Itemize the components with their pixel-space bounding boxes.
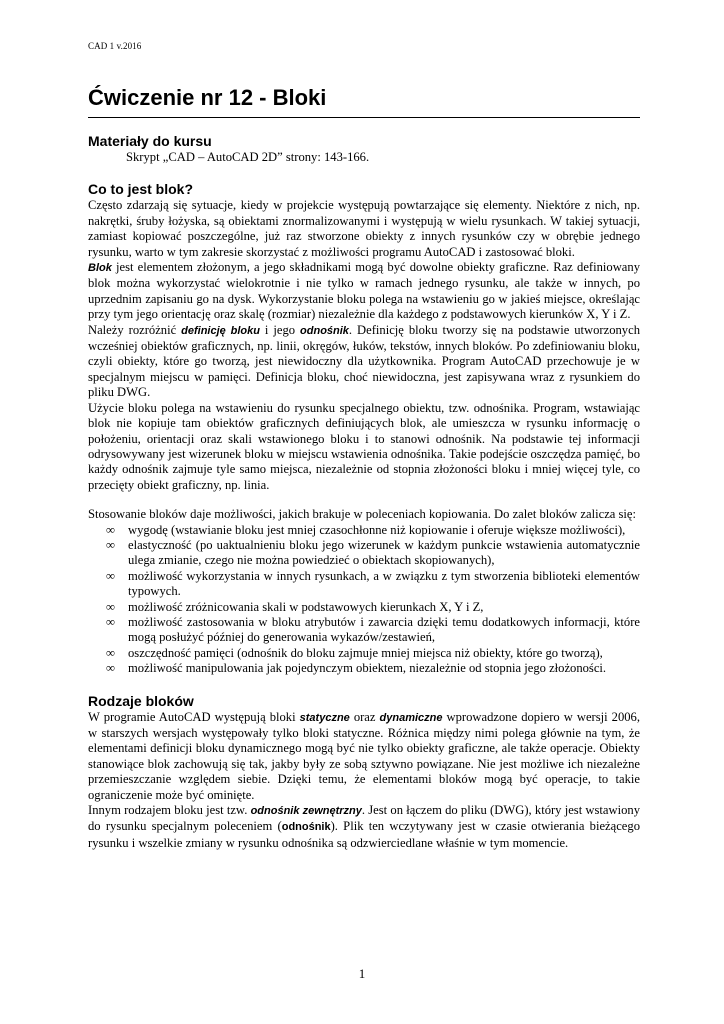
paragraph-block-definition	[88, 260, 640, 323]
term-odnosnik-zewnetrzny: odnośnik zewnętrzny	[250, 805, 362, 818]
materials-text: Skrypt „CAD – AutoCAD 2D” strony: 143-166.	[126, 150, 370, 164]
command-odnosnik: odnośnik	[281, 821, 331, 834]
heading-block-types: Rodzaje bloków	[88, 692, 194, 709]
list-item	[88, 615, 640, 646]
title-underline	[88, 117, 640, 118]
list-item-text: wygodę (wstawianie bloku jest mniej czasochłonne niż kopiowanie i oferuje większe możliwości),	[128, 522, 626, 537]
paragraph-block-usage: Użycie bloku polega na wstawieniu do rysunku specjalnego obiektu, tzw. odnośnika. Program, wstawiając blok nie kopiuje tam obiektów graficznych definiujących blok, ale umieszcza w rysunku informację o położeniu, orientacji oraz skali wstawionego bloku i to stanowi odnośnik. Na podstawie tej informacji odrysowywany jest wizerunek bloku w miejscu wstawienia odnośnika. Takie podejście oszczędza pamięć, bo każdy odnośnik zajmuje tyle samo miejsca, niezależnie od stopnia złożoności bloku i mniej więcej tyle, co przecięty obiekt graficzny, np. linia.	[88, 400, 640, 492]
text-fragment: W programie AutoCAD występują bloki	[88, 709, 300, 724]
list-item-text: możliwość wykorzystania w innych rysunkach, a w związku z tym stworzenia biblioteki elementów typowych.	[128, 568, 640, 599]
text-fragment: oraz	[349, 709, 380, 724]
document-title: Ćwiczenie nr 12 - Bloki	[88, 85, 327, 110]
text-fragment: Należy rozróżnić	[88, 322, 182, 337]
paragraph-external-reference	[88, 803, 640, 851]
list-item	[88, 661, 640, 676]
list-item-text: możliwość zastosowania w bloku atrybutów i zawarcia dzięki temu dodatkowych informacji, które mogą posłużyć później do generowania wykazów/zestawień,	[128, 614, 640, 645]
infinity-bullet-icon: ∞	[106, 599, 115, 614]
heading-what-is-block: Co to jest blok?	[88, 181, 193, 198]
paragraph-definition-vs-reference	[88, 323, 640, 401]
document-body	[88, 132, 640, 851]
list-item-text: elastyczność (po uaktualnieniu bloku jego wizerunek w każdym punkcie wstawienia automatycznie ulega zmianie, czego nie można powiedzieć o obiektach skopiowanych),	[128, 537, 640, 568]
infinity-bullet-icon: ∞	[106, 522, 115, 537]
term-odnosnik: odnośnik	[300, 324, 349, 337]
list-item-text: oszczędność pamięci (odnośnik do bloku zajmuje mniej miejsca niż obiekty, które go tworzą),	[128, 645, 603, 660]
list-item-text: możliwość manipulowania jak pojedynczym obiektem, niezależnie od stopnia jego złożoności.	[128, 661, 607, 676]
list-item	[88, 538, 640, 569]
heading-materials: Materiały do kursu	[88, 133, 212, 149]
term-blok: Blok	[88, 262, 112, 275]
list-item	[88, 600, 640, 615]
text-fragment: wprowadzone dopiero w wersji 2006, w starszych wersjach występowały tylko bloki statyczne. Różnica między nimi polega głównie na tym, że elementami definicji bloku dynamicznego mogą być nie tylko obiekty graficzne, ale także operacje. Obiekty stanowiące blok zachowują się tak, jakby były ze sobą sztywno powiązane. Nie jest możliwe ich niezależne przemieszczanie względem siebie. Dzięki temu, że elementami bloków mogą być operacje, to takie ograniczenie może być ominięte.	[88, 709, 640, 802]
text-fragment: i jego	[259, 322, 301, 337]
text-fragment: . Definicję bloku tworzy się na podstawie utworzonych wcześniej obiektów graficznych, np. linii, okręgów, łuków, tekstów, innych bloków. Po zdefiniowaniu bloku, czyli obiekty, które go tworzą, jest niewidoczny dla użytkownika. Program AutoCAD przechowuje je w specjalnym miejscu w pamięci. Definicja bloku, choć niewidoczna, jest zapisywana wraz z rysunkiem do pliku DWG.	[88, 322, 640, 400]
text-fragment: . Jest on łączem do pliku (DWG), który jest wstawiony do rysunku specjalnym poleceniem (	[88, 803, 640, 834]
text-fragment: ). Plik ten wczytywany jest w czasie otwierania bieżącego rysunku i wszelkie zmiany w rysunku odnośnika są odzwierciedlane właśnie w tym momencie.	[88, 819, 640, 850]
infinity-bullet-icon: ∞	[106, 661, 115, 676]
term-definicja-bloku: definicję bloku	[181, 324, 260, 337]
infinity-bullet-icon: ∞	[106, 537, 115, 552]
list-item-text: możliwość zróżnicowania skali w podstawowych kierunkach X, Y i Z,	[128, 599, 484, 614]
advantages-list	[88, 523, 640, 677]
text-fragment: Innym rodzajem bloku jest tzw.	[88, 803, 251, 818]
list-item	[88, 523, 640, 538]
infinity-bullet-icon: ∞	[106, 568, 115, 583]
paragraph-advantages-intro: Stosowanie bloków daje możliwości, jakich brakuje w poleceniach kopiowania. Do zalet bloków zalicza się:	[88, 507, 637, 522]
paragraph-intro: Często zdarzają się sytuacje, kiedy w projekcie występują powtarzające się elementy. Niektóre z nich, np. nakrętki, śruby łożyska, są obiektami znormalizowanymi i występują w wielu rysunkach. W takiej sytuacji, zamiast kopiować poszczególne, już raz stworzone obiekty z innych rysunków czy w obrębie jednego rysunku, warto w tym zakresie skorzystać z możliwości programu AutoCAD i zastosować bloki.	[88, 198, 640, 259]
running-header: CAD 1 v.2016	[88, 41, 142, 51]
list-item	[88, 646, 640, 661]
page-number: 1	[358, 966, 366, 981]
term-dynamiczne: dynamiczne	[379, 711, 443, 724]
term-statyczne: statyczne	[299, 711, 350, 724]
paragraph-static-dynamic	[88, 710, 640, 803]
infinity-bullet-icon: ∞	[106, 645, 115, 660]
infinity-bullet-icon: ∞	[106, 614, 115, 629]
paragraph-block-definition-text: jest elementem złożonym, a jego składnikami mogą być dowolne obiekty graficzne. Raz definiowany blok można wykorzystać wielokrotnie i nie tylko w ramach jednego rysunku, ale także w innych, po uprzednim zapisaniu go na dysk. Wykorzystanie bloku polega na wstawieniu go w jakieś miejsce, określając przy tym jego orientację oraz skalę (rozmiar) niezależnie dla każdego z podstawowych kierunków X, Y i Z.	[88, 260, 640, 322]
list-item	[88, 569, 640, 600]
